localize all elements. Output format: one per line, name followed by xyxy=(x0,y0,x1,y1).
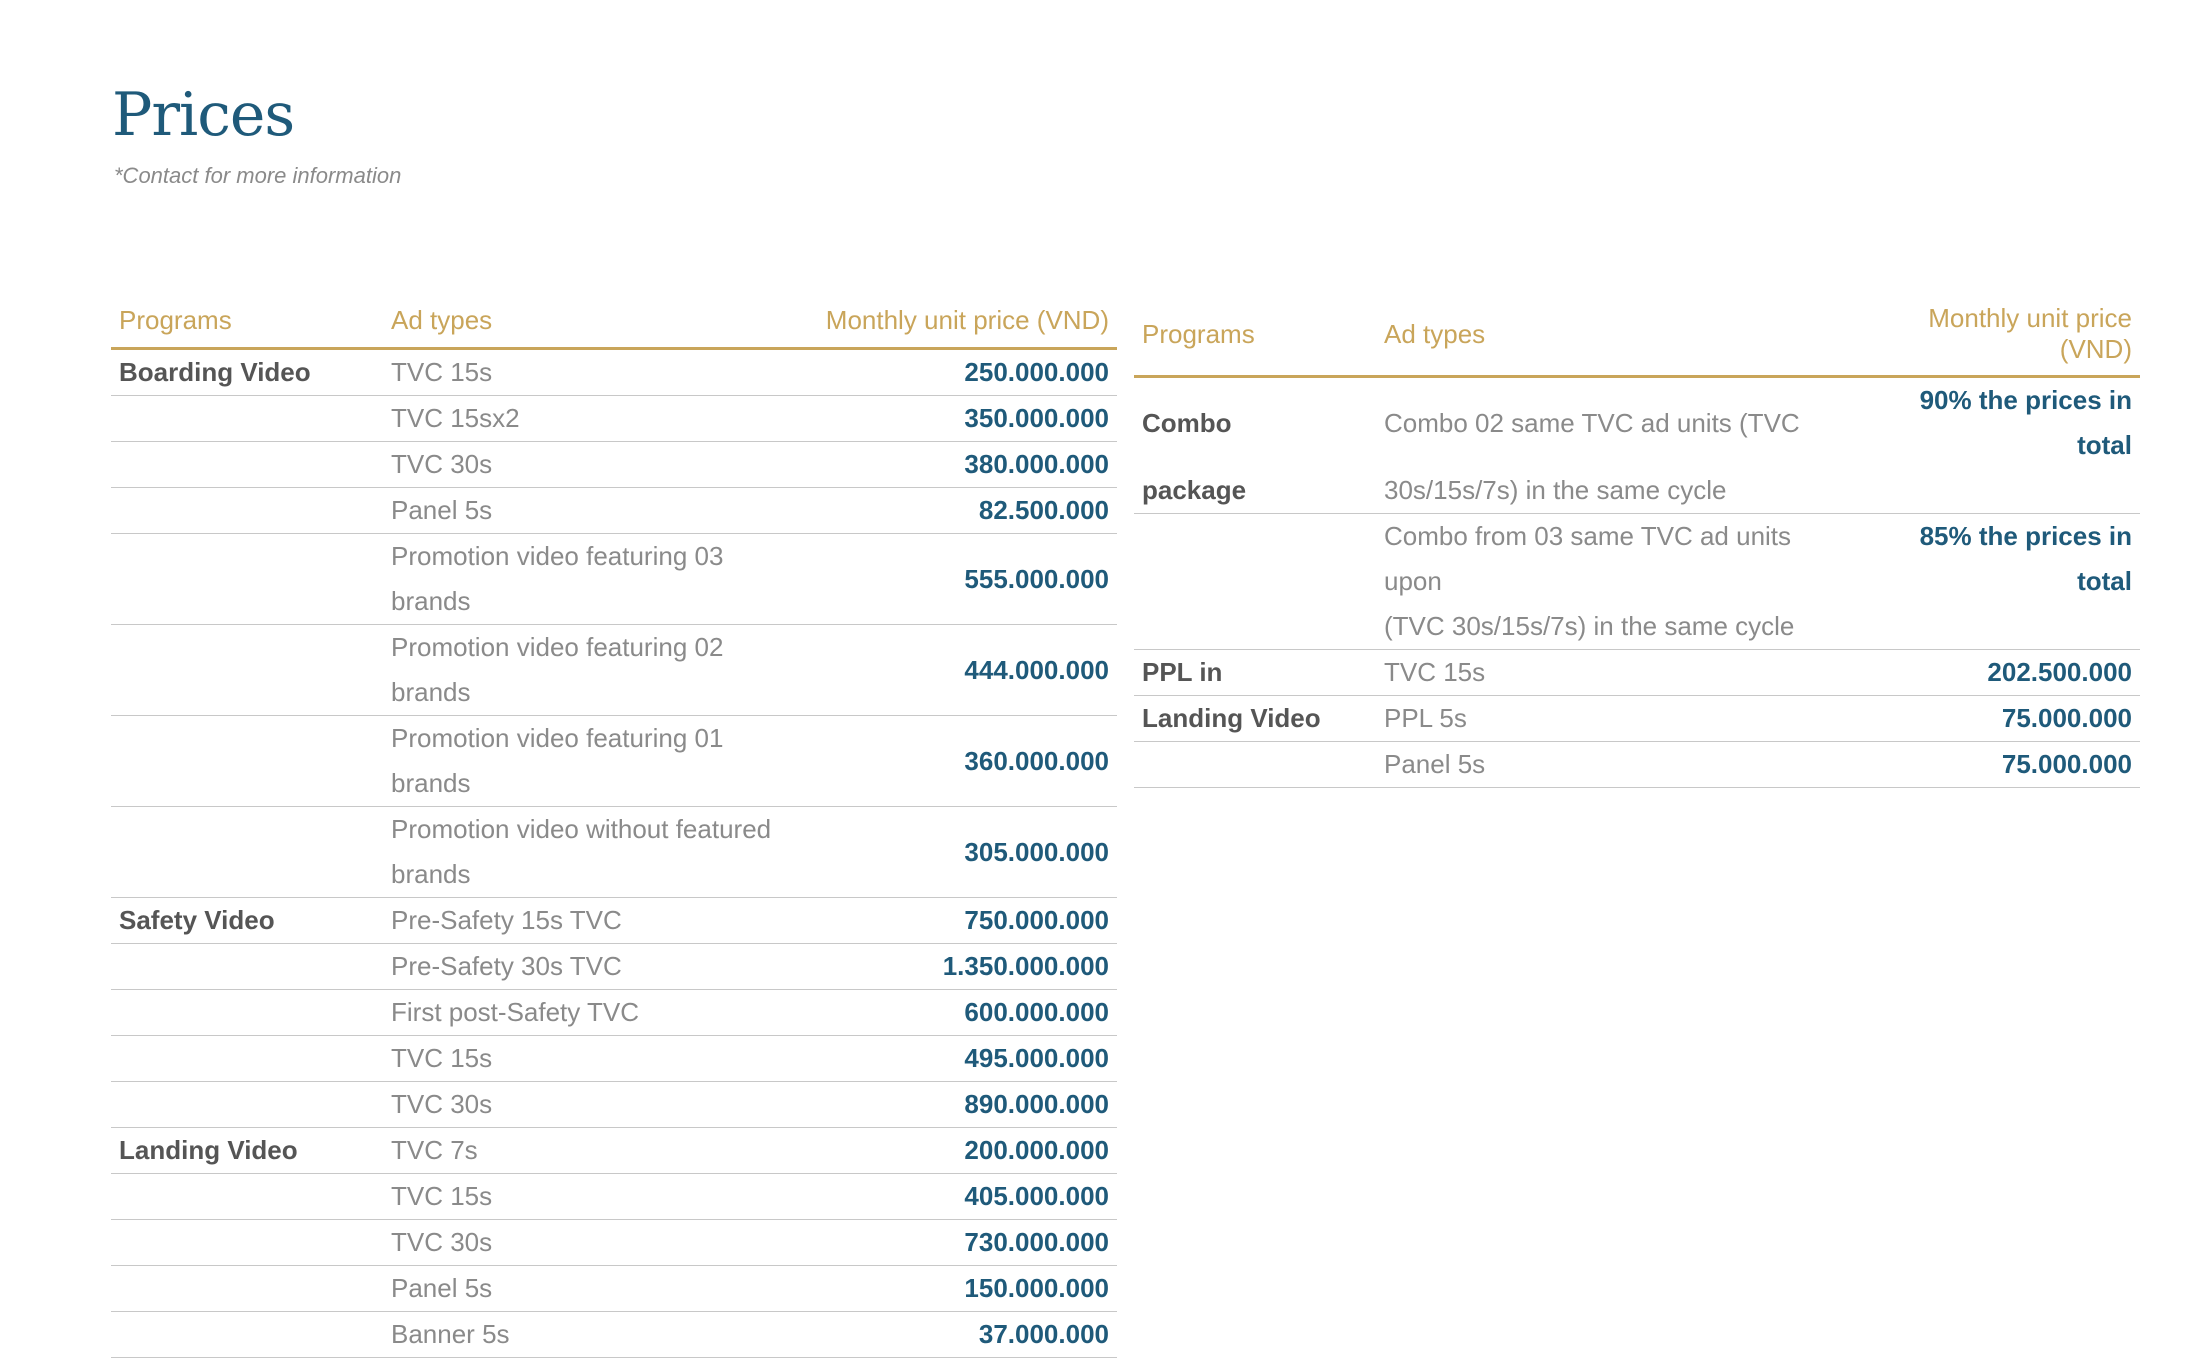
page-title: Prices xyxy=(112,80,295,150)
page-subtitle: *Contact for more information xyxy=(114,163,402,188)
program-cell: Boarding Video xyxy=(111,349,383,396)
price-cell: 600.000.000 xyxy=(807,990,1117,1036)
ad-type-cell: TVC 30s xyxy=(383,1082,807,1128)
price-table-left xyxy=(111,295,1117,1358)
program-cell xyxy=(111,396,383,442)
price-cell: 555.000.000 xyxy=(807,534,1117,625)
program-cell xyxy=(111,625,383,716)
ad-type-cell: (TVC 30s/15s/7s) in the same cycle xyxy=(1376,604,1850,650)
table-row xyxy=(111,990,1117,1036)
price-cell xyxy=(1850,604,2140,650)
program-cell: Landing Video xyxy=(1134,696,1376,742)
program-cell xyxy=(111,1082,383,1128)
table-row xyxy=(111,1312,1117,1358)
table-row xyxy=(111,1174,1117,1220)
price-cell: 90% the prices in total xyxy=(1919,385,2132,460)
table-row xyxy=(111,944,1117,990)
price-cell: 37.000.000 xyxy=(807,1312,1117,1358)
program-cell xyxy=(1134,604,1376,650)
program-cell: PPL in xyxy=(1134,650,1376,696)
ad-type-cell: TVC 15sx2 xyxy=(383,396,807,442)
price-cell: 360.000.000 xyxy=(807,716,1117,807)
table-header-row xyxy=(1134,295,2140,377)
program-cell: package xyxy=(1134,468,1376,514)
table-row xyxy=(111,396,1117,442)
program-cell: Landing Video xyxy=(111,1128,383,1174)
ad-type-cell: Panel 5s xyxy=(383,488,807,534)
header-ad-types: Ad types xyxy=(1376,295,1850,377)
table-row xyxy=(111,488,1117,534)
price-cell: 200.000.000 xyxy=(807,1128,1117,1174)
program-cell xyxy=(111,944,383,990)
table-row xyxy=(111,1266,1117,1312)
header-price: Monthly unit price (VND) xyxy=(807,295,1117,349)
price-cell: 150.000.000 xyxy=(807,1266,1117,1312)
ad-type-cell: Combo from 03 same TVC ad units upon xyxy=(1384,521,1792,596)
program-cell xyxy=(111,807,383,898)
program-cell xyxy=(111,716,383,807)
program-cell xyxy=(111,534,383,625)
ad-type-cell: TVC 15s xyxy=(1376,650,1850,696)
header-programs: Programs xyxy=(1134,295,1376,377)
table-row xyxy=(1134,514,2140,605)
price-cell: 750.000.000 xyxy=(807,898,1117,944)
table-row xyxy=(111,1036,1117,1082)
price-table-right xyxy=(1134,295,2140,788)
program-cell xyxy=(111,990,383,1036)
ad-type-cell: TVC 15s xyxy=(383,349,807,396)
program-cell xyxy=(1134,742,1376,788)
header-programs: Programs xyxy=(111,295,383,349)
program-cell xyxy=(111,442,383,488)
ad-type-cell: Promotion video featuring 02 brands xyxy=(383,625,807,716)
header-ad-types: Ad types xyxy=(383,295,807,349)
price-cell: 82.500.000 xyxy=(807,488,1117,534)
table-row xyxy=(1134,377,2140,469)
ad-type-cell: TVC 7s xyxy=(383,1128,807,1174)
price-cell: 75.000.000 xyxy=(1850,742,2140,788)
header-price: Monthly unit price (VND) xyxy=(1850,295,2140,377)
ad-type-cell: Promotion video without featured brands xyxy=(383,807,807,898)
table-row xyxy=(1134,650,2140,696)
price-cell: 405.000.000 xyxy=(807,1174,1117,1220)
program-cell xyxy=(111,1312,383,1358)
ad-type-cell: Pre-Safety 30s TVC xyxy=(383,944,807,990)
table-row xyxy=(1134,696,2140,742)
ad-type-cell: Banner 5s xyxy=(383,1312,807,1358)
ad-type-cell: TVC 30s xyxy=(383,1220,807,1266)
table-row xyxy=(1134,604,2140,650)
table-row xyxy=(111,898,1117,944)
price-cell: 890.000.000 xyxy=(807,1082,1117,1128)
ad-type-cell: TVC 30s xyxy=(383,442,807,488)
table-row xyxy=(111,534,1117,625)
price-cell: 250.000.000 xyxy=(807,349,1117,396)
price-cell: 1.350.000.000 xyxy=(807,944,1117,990)
price-cell xyxy=(1850,468,2140,514)
ad-type-cell: Panel 5s xyxy=(1376,742,1850,788)
program-cell: Combo xyxy=(1142,407,1232,438)
ad-type-cell: Pre-Safety 15s TVC xyxy=(383,898,807,944)
table-row xyxy=(1134,468,2140,514)
price-cell: 75.000.000 xyxy=(1850,696,2140,742)
program-cell xyxy=(111,488,383,534)
program-cell xyxy=(111,1036,383,1082)
ad-type-cell: Combo 02 same TVC ad units (TVC xyxy=(1384,407,1800,438)
program-cell xyxy=(111,1266,383,1312)
table-row xyxy=(111,625,1117,716)
ad-type-cell: 30s/15s/7s) in the same cycle xyxy=(1376,468,1850,514)
program-cell xyxy=(111,1220,383,1266)
price-cell: 305.000.000 xyxy=(807,807,1117,898)
ad-type-cell: First post-Safety TVC xyxy=(383,990,807,1036)
price-cell: 444.000.000 xyxy=(807,625,1117,716)
table-row xyxy=(1134,742,2140,788)
table-row xyxy=(111,349,1117,396)
table-row xyxy=(111,1082,1117,1128)
table-row xyxy=(111,716,1117,807)
price-cell: 85% the prices in total xyxy=(1919,521,2132,596)
ad-type-cell: TVC 15s xyxy=(383,1036,807,1082)
table-row xyxy=(111,807,1117,898)
table-row xyxy=(111,1220,1117,1266)
price-cell: 380.000.000 xyxy=(807,442,1117,488)
program-cell xyxy=(1134,514,1376,605)
ad-type-cell: Promotion video featuring 03 brands xyxy=(383,534,807,625)
ad-type-cell: Promotion video featuring 01 brands xyxy=(383,716,807,807)
price-cell: 350.000.000 xyxy=(807,396,1117,442)
ad-type-cell: Panel 5s xyxy=(383,1266,807,1312)
table-header-row xyxy=(111,295,1117,349)
program-cell xyxy=(111,1174,383,1220)
program-cell: Safety Video xyxy=(111,898,383,944)
price-cell: 495.000.000 xyxy=(807,1036,1117,1082)
ad-type-cell: PPL 5s xyxy=(1376,696,1850,742)
price-cell: 730.000.000 xyxy=(807,1220,1117,1266)
price-cell: 202.500.000 xyxy=(1850,650,2140,696)
ad-type-cell: TVC 15s xyxy=(383,1174,807,1220)
table-row xyxy=(111,442,1117,488)
table-row xyxy=(111,1128,1117,1174)
